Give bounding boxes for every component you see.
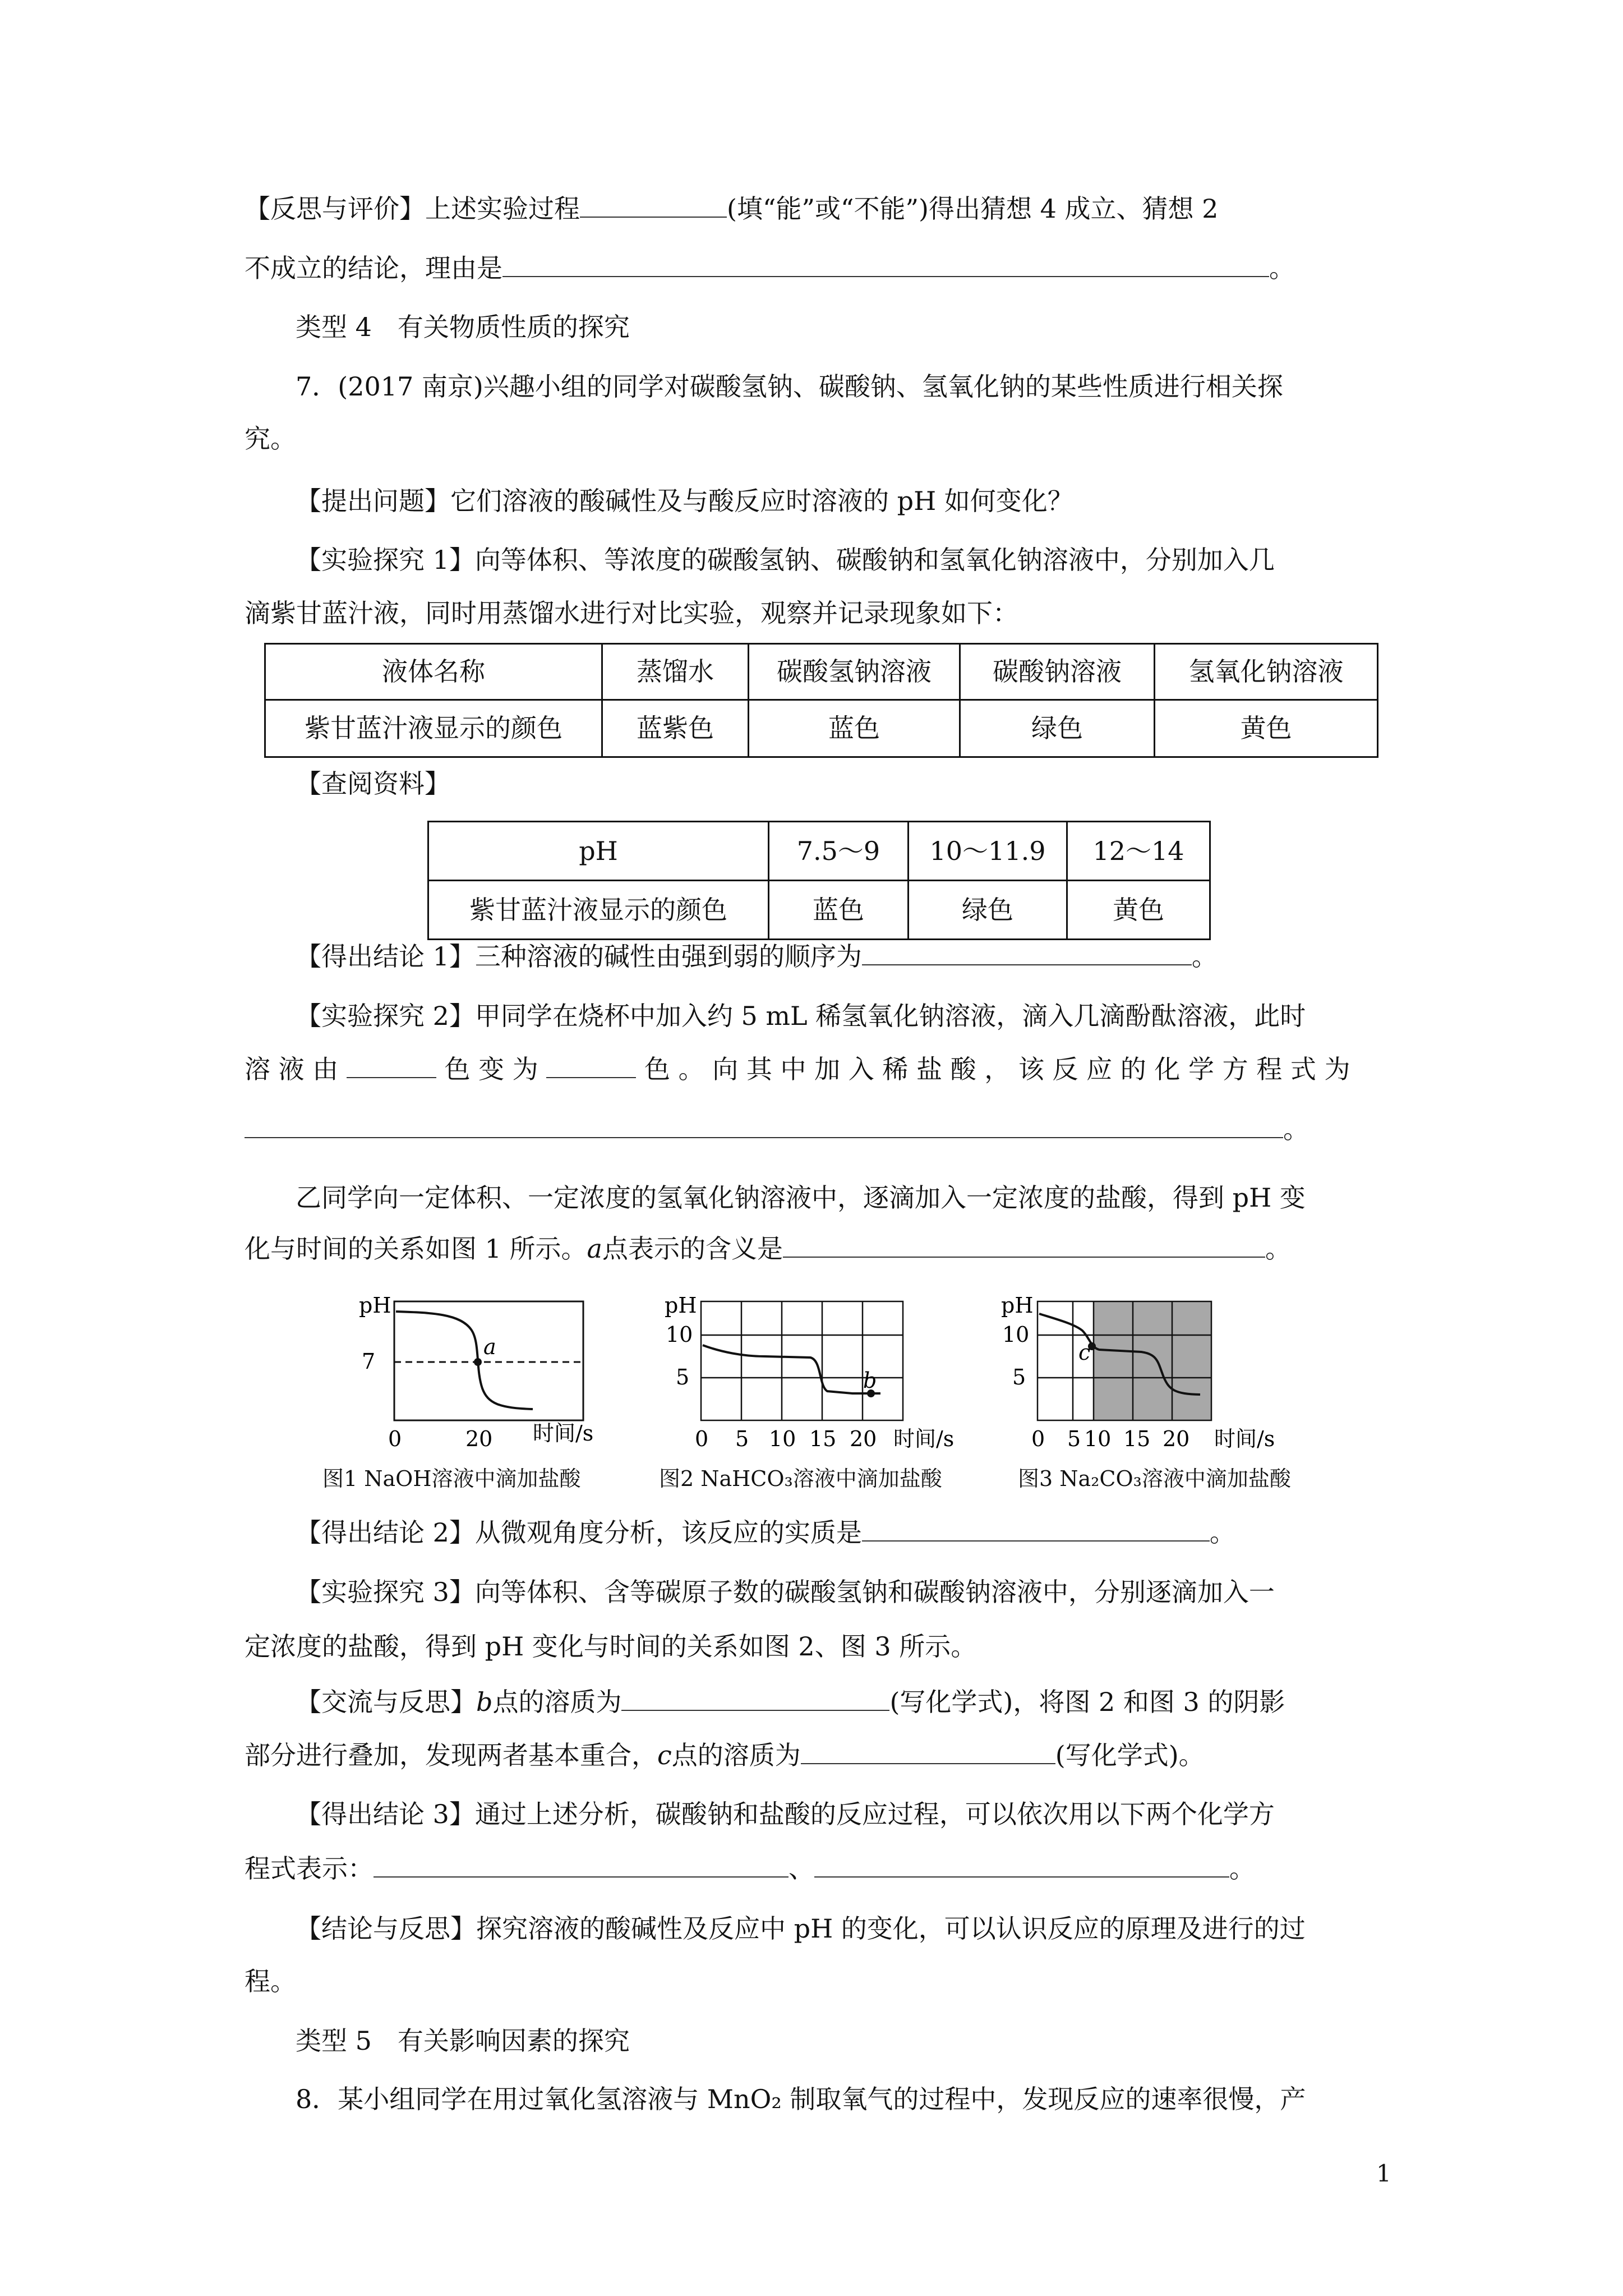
x-tick-label: 0 [388, 1427, 402, 1451]
text: 。 [1283, 1114, 1309, 1144]
table-cell: 液体名称 [265, 644, 602, 700]
text: 。 [1209, 1517, 1235, 1548]
point-b-label: b [863, 1368, 877, 1393]
text: 。 [1269, 253, 1295, 283]
text: 部分进行叠加，发现两者基本重合， [245, 1740, 657, 1770]
experiment-3-line-1: 【实验探究 3】向等体积、含等碳原子数的碳酸氢钠和碳酸钠溶液中，分别逐滴加入一 [296, 1577, 1275, 1607]
text: (写化学式)。 [1055, 1740, 1205, 1770]
table-cell: 紫甘蓝汁液显示的颜色 [265, 700, 602, 757]
figure-2-nahco3-ph-curve [659, 1279, 973, 1464]
table-row [265, 644, 1378, 700]
table-cell: 12～14 [1067, 822, 1210, 881]
table-cell: 10～11.9 [909, 822, 1067, 881]
answer-blank[interactable] [814, 1852, 1229, 1878]
text: 【得出结论 2】从微观角度分析，该反应的实质是 [296, 1517, 862, 1548]
point-a [474, 1358, 482, 1366]
answer-blank[interactable] [347, 1052, 436, 1078]
x-tick-label: 0 [1031, 1427, 1045, 1451]
text: (写化学式)，将图 2 和图 3 的阴影 [889, 1687, 1285, 1717]
table-row [428, 881, 1210, 940]
text: (填“能”或“不能”)得出猜想 4 成立、猜想 2 [727, 194, 1219, 224]
x-tick-label: 10 [1084, 1427, 1112, 1451]
conclusion-3-line-2 [245, 1852, 1255, 1885]
yi-line-1: 乙同学向一定体积、一定浓度的氢氧化钠溶液中，逐滴加入一定浓度的盐酸，得到 pH 变 [296, 1182, 1306, 1213]
ph-curve [396, 1312, 533, 1409]
x-tick-label: 15 [809, 1427, 837, 1451]
figure-1-caption: 图1 NaOH溶液中滴加盐酸 [322, 1466, 581, 1491]
reflection-line-2 [245, 251, 1295, 285]
y-axis-label: pH [665, 1293, 697, 1318]
point-label: b [476, 1687, 493, 1717]
table-cell: 碳酸钠溶液 [960, 644, 1155, 700]
y-tick-label: 7 [362, 1349, 376, 1374]
table-cell: 7.5～9 [769, 822, 909, 881]
x-tick-label: 5 [1067, 1427, 1081, 1451]
grid [701, 1301, 903, 1420]
x-axis-label: 时间/s [893, 1427, 955, 1451]
observation-table [264, 643, 1378, 758]
table-cell: 绿色 [909, 881, 1067, 940]
experiment-2-line-2 [245, 1052, 1350, 1086]
text: 。 [1191, 941, 1218, 972]
x-tick-label: 10 [769, 1427, 796, 1451]
x-tick-label: 5 [735, 1427, 749, 1451]
figure-2-caption: 图2 NaHCO₃溶液中滴加盐酸 [659, 1466, 942, 1491]
ph-color-table [427, 821, 1211, 940]
table-cell: 绿色 [960, 700, 1155, 757]
experiment-2-line-3 [245, 1112, 1309, 1146]
consult-heading: 【查阅资料】 [296, 769, 450, 799]
x-tick-label: 20 [850, 1427, 877, 1451]
final-reflection-line-1: 【结论与反思】探究溶液的酸碱性及反应中 pH 的变化，可以认识反应的原理及进行的过 [296, 1913, 1306, 1944]
text: 【反思与评价】上述实验过程 [245, 194, 580, 224]
figure-3-caption: 图3 Na₂CO₃溶液中滴加盐酸 [1018, 1466, 1291, 1491]
table-cell: 氢氧化钠溶液 [1155, 644, 1378, 700]
text: 点的溶质为 [492, 1687, 622, 1717]
experiment-1-line-2: 滴紫甘蓝汁液，同时用蒸馏水进行对比实验，观察并记录现象如下： [245, 598, 1018, 628]
text: 点表示的含义是 [602, 1234, 783, 1264]
y-tick-label: 10 [666, 1322, 693, 1347]
plot-frame [394, 1301, 583, 1420]
answer-blank[interactable] [502, 251, 1269, 277]
question-8-line-1: 8．某小组同学在用过氧化氢溶液与 MnO₂ 制取氧气的过程中，发现反应的速率很慢，产 [296, 2084, 1306, 2114]
text: 【交流与反思】 [296, 1687, 476, 1717]
text: 【得出结论 1】三种溶液的碱性由强到弱的顺序为 [296, 941, 862, 972]
point-a-label: a [483, 1335, 496, 1359]
text: 。 [1229, 1853, 1255, 1884]
text: 化与时间的关系如图 1 所示。 [245, 1234, 587, 1264]
final-reflection-line-2: 程。 [245, 1966, 296, 1996]
table-cell: 蓝色 [769, 881, 909, 940]
figure-1-naoh-ph-curve [348, 1279, 594, 1464]
question-7-line-1: 7．(2017 南京)兴趣小组的同学对碳酸氢钠、碳酸钠、氢氧化钠的某些性质进行相关探 [296, 371, 1283, 402]
table-cell: 黄色 [1155, 700, 1378, 757]
y-tick-label: 10 [1002, 1322, 1030, 1347]
answer-blank[interactable] [621, 1685, 889, 1711]
text: 溶 液 由 [245, 1054, 339, 1084]
y-axis-label: pH [359, 1293, 391, 1318]
text: 。 [1265, 1234, 1291, 1264]
table-cell: 紫甘蓝汁液显示的颜色 [428, 881, 769, 940]
conclusion-3-line-1: 【得出结论 3】通过上述分析，碳酸钠和盐酸的反应过程，可以依次用以下两个化学方 [296, 1799, 1275, 1829]
shaded-region [1094, 1301, 1211, 1420]
table-cell: 碳酸氢钠溶液 [749, 644, 960, 700]
experiment-2-line-1: 【实验探究 2】甲同学在烧杯中加入约 5 mL 稀氢氧化钠溶液，滴入几滴酚酞溶液，此时 [296, 1001, 1306, 1031]
text: 不成立的结论，理由是 [245, 253, 502, 283]
x-tick-label: 20 [1163, 1427, 1190, 1451]
text: 程式表示： [245, 1853, 374, 1884]
experiment-3-line-2: 定浓度的盐酸，得到 pH 变化与时间的关系如图 2、图 3 所示。 [245, 1631, 977, 1662]
conclusion-1 [296, 940, 1218, 973]
table-cell: 蒸馏水 [602, 644, 749, 700]
table-cell: 蓝色 [749, 700, 960, 757]
y-tick-label: 5 [1012, 1365, 1026, 1389]
x-axis-label: 时间/s [533, 1421, 594, 1446]
table-cell: 黄色 [1067, 881, 1210, 940]
answer-blank[interactable] [245, 1112, 1283, 1138]
point-label: c [657, 1740, 672, 1770]
question-7-line-2: 究。 [245, 424, 296, 454]
exchange-line-1 [296, 1685, 1285, 1719]
point-label: a [587, 1234, 602, 1264]
answer-blank[interactable] [862, 1516, 1210, 1542]
text: 色 变 为 [444, 1054, 538, 1084]
text: 、 [789, 1853, 814, 1884]
ask-question: 【提出问题】它们溶液的酸碱性及与酸反应时溶液的 pH 如何变化？ [296, 486, 1073, 516]
answer-blank[interactable] [580, 192, 727, 218]
point-c-label: c [1078, 1340, 1091, 1365]
y-tick-label: 5 [676, 1365, 690, 1389]
x-tick-label: 20 [465, 1427, 493, 1451]
type5-heading: 类型 5 有关影响因素的探究 [296, 2026, 630, 2056]
y-axis-label: pH [1001, 1293, 1034, 1318]
answer-blank[interactable] [374, 1852, 789, 1878]
table-cell: 蓝紫色 [602, 700, 749, 757]
x-axis-label: 时间/s [1214, 1427, 1275, 1451]
answer-blank[interactable] [546, 1052, 636, 1078]
text: 点的溶质为 [671, 1740, 801, 1770]
table-row [428, 822, 1210, 881]
x-tick-label: 0 [695, 1427, 709, 1451]
yi-line-2 [245, 1232, 1291, 1266]
table-cell: pH [428, 822, 769, 881]
experiment-1-line-1: 【实验探究 1】向等体积、等浓度的碳酸氢钠、碳酸钠和氢氧化钠溶液中，分别加入几 [296, 545, 1275, 575]
ph-curve [703, 1345, 880, 1393]
text: 色 。 向 其 中 加 入 稀 盐 酸 ， 该 反 应 的 化 学 方 程 式 为 [644, 1054, 1350, 1084]
table-row [265, 700, 1378, 757]
reflection-line-1 [245, 192, 1218, 226]
exchange-line-2 [245, 1738, 1205, 1772]
page-number: 1 [1376, 2160, 1391, 2187]
answer-blank[interactable] [801, 1738, 1055, 1764]
answer-blank[interactable] [783, 1232, 1265, 1258]
answer-blank[interactable] [862, 940, 1192, 965]
figure-3-na2co3-ph-curve [995, 1279, 1310, 1464]
type4-heading: 类型 4 有关物质性质的探究 [296, 312, 630, 342]
conclusion-2 [296, 1516, 1235, 1549]
x-tick-label: 15 [1123, 1427, 1151, 1451]
